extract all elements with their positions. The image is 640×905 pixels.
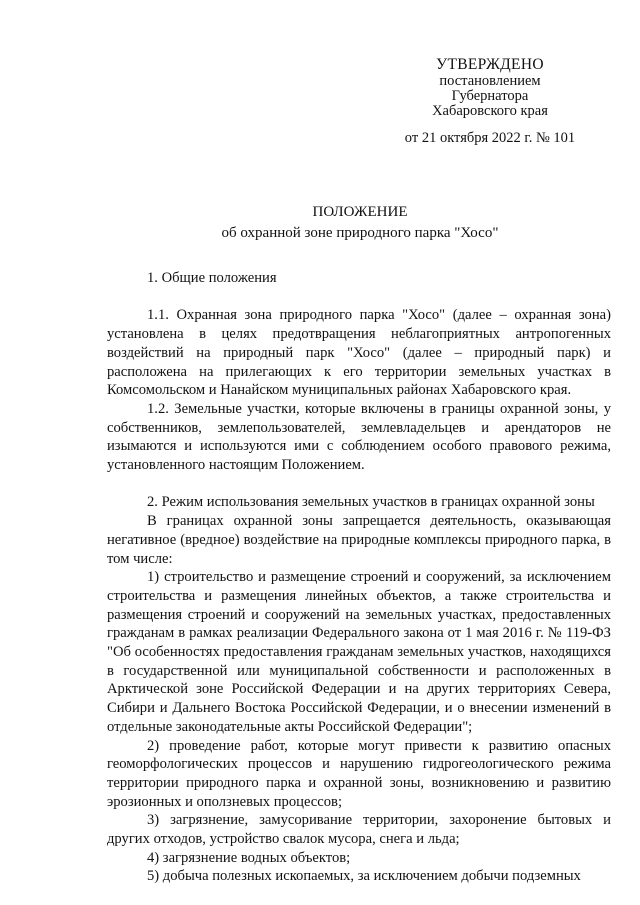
list-item-5: 5) добыча полезных ископаемых, за исключением добычи подземных <box>147 868 581 885</box>
approval-line-2: Губернатора <box>451 88 529 104</box>
approval-title: УТВЕРЖДЕНО <box>436 56 544 73</box>
document-title: ПОЛОЖЕНИЕ <box>312 204 408 220</box>
list-item-3: 3) загрязнение, замусоривание территории, захоронение бытовых и других отходов, устройство свалок мусора, снега и льда; <box>107 812 611 848</box>
section-heading-1: 1. Общие положения <box>147 270 277 286</box>
approval-date: от 21 октября 2022 г. № 101 <box>404 130 576 146</box>
list-item-2: 2) проведение работ, которые могут привести к развитию опасных геоморфологических процессов и нарушению гидрогеологического режима территории природного парка и охранной зоны, возникновению и развитию эрозионных и оползневых процессов; <box>107 737 611 810</box>
section-heading-2: 2. Режим использования земельных участков в границах охранной зоны <box>147 494 595 511</box>
approval-line-3: Хабаровского края <box>432 103 548 119</box>
paragraph-1-2: 1.2. Земельные участки, которые включены в границы охранной зоны, у собственников, землепользователей, землевладельцев и арендаторов не изымаются и используются ими с соблюдением особого правового режима, установленного настоящим Положением. <box>107 400 611 474</box>
approval-stamp <box>380 56 600 147</box>
list-item-4: 4) загрязнение водных объектов; <box>147 849 351 866</box>
document-subtitle: об охранной зоне природного парка "Хосо" <box>221 225 499 241</box>
paragraph-2-intro: В границах охранной зоны запрещается деятельность, оказывающая негативное (вредное) воздействие на природные комплексы природного парка, в том числе: <box>107 513 611 567</box>
paragraph-1-1: 1.1. Охранная зона природного парка "Хосо" (далее – охранная зона) установлена в целях предотвращения неблагоприятных антропогенных воздействий на природный парк "Хосо" (далее – природный парк) и расположена на прилегающих к его территории земельных участках в Комсомольском и Нанайском муниципальных районах Хабаровского края. <box>107 307 611 399</box>
document-body <box>107 269 611 886</box>
list-item-1: 1) строительство и размещение строений и сооружений, за исключением строительства и размещения линейных объектов, а также строительства и размещения строений и сооружений на земельных участках, предоставленных гражданам в рамках реализации Федерального закона от 1 мая 2016 г. № 119-ФЗ "Об особенностях предоставления гражданам земельных участков, находящихся в государственной или муниципальной собственности и расположенных в Арктической зоне Российской Федерации и на других территориях Севера, Сибири и Дальнего Востока Российской Федерации, и о внесении изменений в отдельные законодательные акты Российской Федерации"; <box>107 569 611 735</box>
approval-line-1: постановлением <box>439 73 541 89</box>
